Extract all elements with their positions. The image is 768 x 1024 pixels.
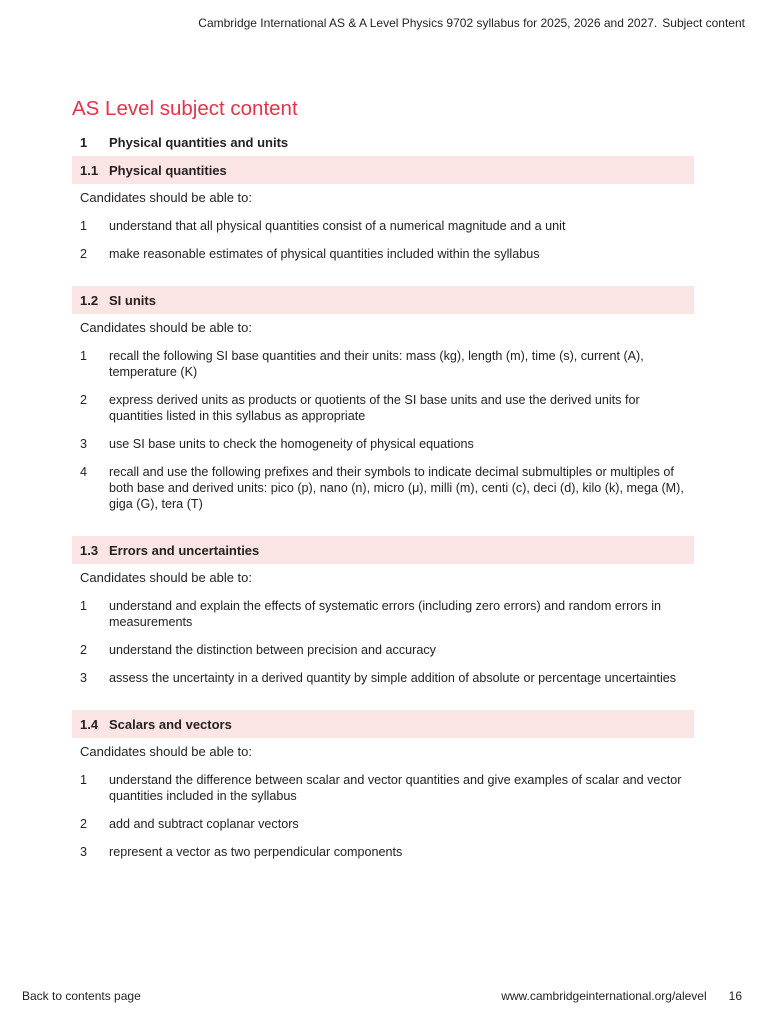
subsection [72, 286, 694, 518]
subsections-container [72, 156, 694, 866]
list-item [72, 430, 694, 458]
item-text: add and subtract coplanar vectors [109, 817, 299, 831]
item-number: 1 [80, 599, 88, 613]
list-item [72, 458, 694, 518]
item-number: 1 [80, 773, 88, 787]
item-number: 2 [80, 817, 88, 831]
topic-title: Physical quantities and units [109, 134, 289, 150]
running-header [198, 16, 745, 30]
item-text: use SI base units to check the homogeneity of physical equations [109, 437, 474, 451]
subsection-number: 1.4 [80, 716, 99, 732]
page-number: 16 [728, 989, 742, 1003]
header-section: Subject content [662, 16, 745, 30]
item-text: understand the difference between scalar and vector quantities and give examples of scalar and vector quantities included in the syllabus [109, 773, 682, 803]
list-item [72, 342, 694, 386]
subsection-header [72, 156, 694, 184]
subsection-title: Physical quantities [109, 162, 227, 178]
item-number: 3 [80, 437, 88, 451]
list-item [72, 240, 694, 268]
footer-right [501, 989, 742, 1003]
item-number: 2 [80, 643, 88, 657]
topic-heading [72, 128, 694, 156]
subsection-number: 1.2 [80, 292, 99, 308]
subsection-number: 1.1 [80, 162, 99, 178]
intro-text: Candidates should be able to: [80, 744, 253, 759]
item-text: understand and explain the effects of systematic errors (including zero errors) and random errors in measurements [109, 599, 662, 629]
list-item [72, 386, 694, 430]
subsection-header [72, 536, 694, 564]
objectives-list [72, 592, 694, 692]
intro-text: Candidates should be able to: [80, 570, 253, 585]
website-link[interactable]: www.cambridgeinternational.org/alevel [501, 989, 707, 1003]
objectives-list [72, 212, 694, 268]
list-item [72, 212, 694, 240]
subsection-number: 1.3 [80, 542, 99, 558]
item-text: understand that all physical quantities consist of a numerical magnitude and a unit [109, 219, 566, 233]
objectives-list [72, 342, 694, 518]
subsection [72, 156, 694, 268]
section-title: AS Level subject content [72, 97, 298, 120]
item-text: understand the distinction between precision and accuracy [109, 643, 436, 657]
item-text: recall the following SI base quantities and their units: mass (kg), length (m), time (s), current (A), temperature (K) [109, 349, 644, 379]
item-number: 2 [80, 393, 88, 407]
item-number: 2 [80, 247, 88, 261]
subsection-title: Scalars and vectors [109, 716, 232, 732]
subsection-header [72, 286, 694, 314]
list-item [72, 592, 694, 636]
objectives-list [72, 766, 694, 866]
list-item [72, 664, 694, 692]
item-text: represent a vector as two perpendicular components [109, 845, 403, 859]
item-text: make reasonable estimates of physical quantities included within the syllabus [109, 247, 540, 261]
subsection-title: SI units [109, 292, 156, 308]
list-item [72, 636, 694, 664]
subsection [72, 710, 694, 866]
list-item [72, 838, 694, 866]
intro-text: Candidates should be able to: [80, 320, 253, 335]
subsection [72, 536, 694, 692]
subsection-header [72, 710, 694, 738]
item-number: 3 [80, 845, 88, 859]
item-text: recall and use the following prefixes and their symbols to indicate decimal submultiples or multiples of both base and derived units: pico (p), nano (n), micro (μ), milli (m), centi (c), deci (d), kilo (k), mega (M), giga (G), tera (T) [109, 465, 684, 511]
back-to-contents-link[interactable]: Back to contents page [22, 989, 141, 1003]
item-number: 4 [80, 465, 88, 479]
list-item [72, 766, 694, 810]
topic-number: 1 [80, 134, 88, 150]
item-text: express derived units as products or quotients of the SI base units and use the derived units for quantities listed in this syllabus as appropriate [109, 393, 640, 423]
item-number: 1 [80, 219, 88, 233]
header-title: Cambridge International AS & A Level Physics 9702 syllabus for 2025, 2026 and 2027. [198, 16, 658, 30]
item-number: 3 [80, 671, 88, 685]
item-number: 1 [80, 349, 88, 363]
content-area [72, 128, 694, 866]
item-text: assess the uncertainty in a derived quantity by simple addition of absolute or percentage uncertainties [109, 671, 677, 685]
subsection-title: Errors and uncertainties [109, 542, 260, 558]
intro-text: Candidates should be able to: [80, 190, 253, 205]
list-item [72, 810, 694, 838]
